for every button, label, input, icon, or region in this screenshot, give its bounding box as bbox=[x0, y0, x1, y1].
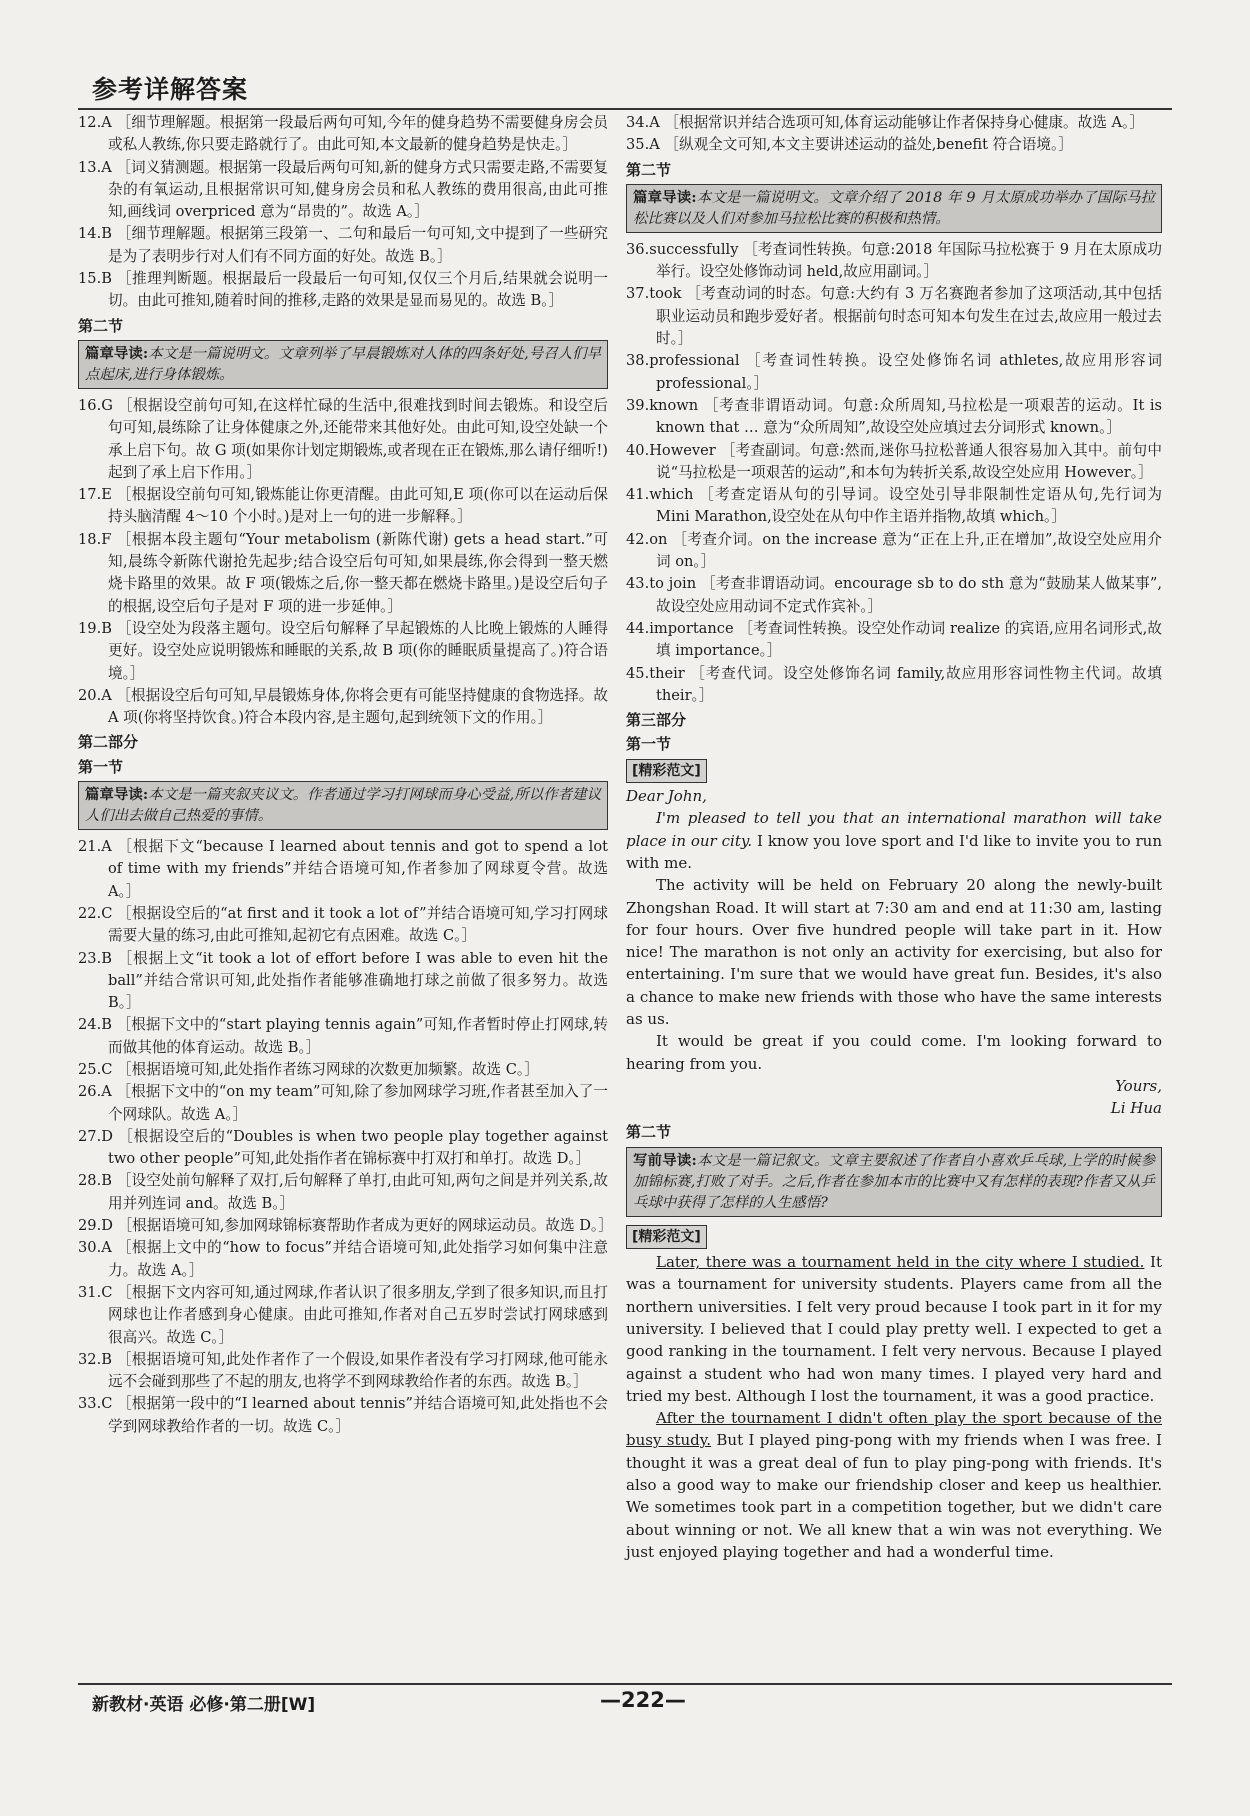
answer-item: 27.D ［根据设空后的“Doubles is when two people play together against two other people”可知,此处指作者在锦标赛中打双打和单打。故选 D。］ bbox=[78, 1127, 608, 1168]
part-heading: 第三部分 bbox=[626, 711, 687, 730]
reading-guide bbox=[626, 184, 1162, 233]
answer-item: 21.A ［根据下文“because I learned about tennis and got to spend a lot of time with my friends”并结合语境可知,作者参加了网球夏令营。故选 A。］ bbox=[78, 838, 608, 900]
answer-item: 23.B ［根据上文“it took a lot of effort before I was able to even hit the ball”并结合常识可知,此处指作者能够准确地打球之前做了很多努力。故选 B。］ bbox=[78, 949, 608, 1012]
answer-item: 12.A ［细节理解题。根据第一段最后两句可知,今年的健身趋势不需要健身房会员或私人教练,你只要走路就行了。由此可知,本文最新的健身趋势是快走。］ bbox=[78, 114, 608, 154]
left-column bbox=[78, 112, 613, 1438]
guide-text: 本文是一篇说明文。文章介绍了 2018 年 9 月太原成功举办了国际马拉松比赛以及人们对参加马拉松比赛的积极和热情。 bbox=[633, 189, 1155, 227]
guide-label: 写前导读: bbox=[633, 1151, 697, 1169]
section-heading: 第二节 bbox=[78, 316, 124, 335]
answer-item: 20.A ［根据设空后句可知,早晨锻炼身体,你将会更有可能坚持健康的食物选择。故 A 项(你将坚持饮食。)符合本段内容,是主题句,起到统领下文的作用。］ bbox=[78, 686, 608, 727]
answer-item: 37.took ［考查动词的时态。句意:大约有 3 万名赛跑者参加了这项活动,其中包括职业运动员和跑步爱好者。根据前句时态可知本句发生在过去,故应用一般过去时。］ bbox=[626, 285, 1162, 348]
answer-item: 25.C ［根据语境可知,此处指作者练习网球的次数更加频繁。故选 C。］ bbox=[78, 1060, 539, 1078]
essay-text: But I played ping-pong with my friends when I was free. I thought it was a great deal of fun to play ping-pong with friends. It's also a good way to make our friendship closer and keep us healthier. We sometimes took part in a competition together, but we didn't care about winning or not. We all knew that a win was not everything. We just enjoyed playing together and had a wonderful time. bbox=[626, 1431, 1162, 1561]
book-title: 新教材·英语 必修·第二册[W] bbox=[92, 1695, 316, 1715]
answer-item: 28.B ［设空处前句解释了双打,后句解释了单打,由此可知,两句之间是并列关系,故用并列连词 and。故选 B。］ bbox=[78, 1172, 608, 1212]
answer-item: 35.A ［纵观全文可知,本文主要讲述运动的益处,benefit 符合语境。］ bbox=[626, 136, 1073, 154]
page-number: —222— bbox=[600, 1688, 686, 1712]
answer-item: 24.B ［根据下文中的“start playing tennis again”可知,作者暂时停止打网球,转而做其他的体育运动。故选 B。］ bbox=[78, 1016, 608, 1056]
answer-item: 14.B ［细节理解题。根据第三段第一、二句和最后一句可知,文中提到了一些研究是为了表明步行对人们有不同方面的好处。故选 B。］ bbox=[78, 225, 608, 265]
guide-text: 本文是一篇说明文。文章列举了早晨锻炼对人体的四条好处,号召人们早点起床,进行身体锻炼。 bbox=[85, 345, 602, 383]
section-heading: 第二节 bbox=[626, 160, 672, 179]
reading-guide bbox=[78, 340, 608, 389]
section-heading: 第一节 bbox=[78, 757, 124, 776]
essay-text: It was a tournament for university students. Players came from all the northern universities. I felt very proud because I took part in it for my university. I believed that I could play pretty well. I expected to get a good ranking in the tournament. I felt very nervous. Because I played against a student who had won many times. I played very hard and tried my best. Although I lost the tournament, it was a good practice. bbox=[626, 1253, 1162, 1405]
answer-item: 22.C ［根据设空后的“at first and it took a lot of”并结合语境可知,学习打网球需要大量的练习,由此可推知,起初它有点困难。故选 C。］ bbox=[78, 904, 608, 945]
essay-closing: Yours, bbox=[1115, 1076, 1162, 1095]
model-essay-story bbox=[626, 1251, 1162, 1563]
answer-item: 44.importance ［考查词性转换。设空处作动词 realize 的宾语,应用名词形式,故填 importance。］ bbox=[626, 619, 1162, 660]
guide-text: 本文是一篇夹叙夹议文。作者通过学习打网球而身心受益,所以作者建议人们出去做自己热爱的事情。 bbox=[85, 787, 602, 825]
answer-item: 31.C ［根据下文内容可知,通过网球,作者认识了很多朋友,学到了很多知识,而且打网球也让作者感到身心健康。由此可推知,作者对自己五岁时尝试打网球感到很高兴。故选 C。］ bbox=[78, 1283, 608, 1346]
essay-opening-italic: I'm pleased to tell you that an international marathon will take place in our city. bbox=[626, 809, 1162, 850]
essay-salutation: Dear John, bbox=[626, 787, 707, 806]
answer-item: 39.known ［考查非谓语动词。句意:众所周知,马拉松是一项艰苦的运动。It is known that … 意为“众所周知”,故设空处应填过去分词形式 known。］ bbox=[626, 396, 1162, 437]
answer-item: 29.D ［根据语境可知,参加网球锦标赛帮助作者成为更好的网球运动员。故选 D。］ bbox=[78, 1217, 613, 1235]
essay-paragraph bbox=[626, 1407, 1162, 1563]
writing-guide bbox=[626, 1147, 1162, 1217]
essay-paragraph: It would be great if you could come. I'm looking forward to hearing from you. bbox=[626, 1032, 1162, 1073]
essay-text: I know you love sport and I'd like to invite you to run with me. bbox=[626, 831, 1162, 872]
guide-label: 篇章导读: bbox=[85, 344, 149, 362]
page-title: 参考详解答案 bbox=[92, 75, 249, 104]
model-essay-tag: [精彩范文] bbox=[626, 759, 707, 783]
section-heading: 第一节 bbox=[626, 735, 672, 754]
part-heading: 第二部分 bbox=[78, 733, 139, 752]
essay-signature: Li Hua bbox=[1110, 1099, 1162, 1118]
guide-label: 篇章导读: bbox=[633, 188, 697, 206]
answer-item: 38.professional ［考查词性转换。设空处修饰名词 athletes,故应用形容词 professional。］ bbox=[626, 352, 1162, 392]
answer-item: 16.G ［根据设空前句可知,在这样忙碌的生活中,很难找到时间去锻炼。和设空后句可知,晨练除了让身体健康之外,还能带来其他好处。由此可知,设空处缺一个承上启下句。故 G 项(如果你计划定期锻炼,或者现在正在锻炼,那么请仔细听!)起到了承上启下作用。］ bbox=[78, 396, 608, 481]
essay-paragraph bbox=[626, 1251, 1162, 1407]
answer-item: 13.A ［词义猜测题。根据第一段最后两句可知,新的健身方式只需要走路,不需要复杂的有氧运动,且根据常识可知,健身房会员和私人教练的费用很高,由此可推知,画线词 overpriced 意为“昂贵的”。故选 A。］ bbox=[78, 158, 608, 221]
answer-item: 45.their ［考查代词。设空处修饰名词 family,故应用形容词性物主代词。故填 their。］ bbox=[626, 664, 1162, 704]
guide-text: 本文是一篇记叙文。文章主要叙述了作者自小喜欢乒乓球,上学的时候参加锦标赛,打败了对手。之后,作者在参加本市的比赛中又有怎样的表现?作者又从乒乓球中获得了怎样的人生感悟? bbox=[633, 1152, 1155, 1211]
essay-given-sentence: After the tournament I didn't often play the sport because of the busy study. bbox=[626, 1409, 1162, 1450]
answer-item: 40.However ［考查副词。句意:然而,迷你马拉松普通人很容易加入其中。前句中说“马拉松是一项艰苦的运动”,和本句为转折关系,故设空处应用 However。］ bbox=[626, 441, 1162, 481]
model-essay-tag: [精彩范文] bbox=[626, 1225, 707, 1249]
answer-item: 41.which ［考查定语从句的引导词。设空处引导非限制性定语从句,先行词为 Mini Marathon,设空处在从句中作主语并指物,故填 which。］ bbox=[626, 486, 1162, 526]
essay-paragraph: The activity will be held on February 20 along the newly-built Zhongshan Road. It will start at 7:30 am and end at 11:30 am, lasting for four hours. Over five hundred people will take part in it. How nice! The marathon is not only an activity for exercising, but also for entertaining. I'm sure that we would have great fun. Besides, it's also a chance to make new friends with those who have the same interests as us. bbox=[626, 876, 1162, 1028]
model-essay-letter bbox=[626, 785, 1162, 1119]
answer-item: 32.B ［根据语境可知,此处作者作了一个假设,如果作者没有学习打网球,他可能永远不会碰到那些了不起的朋友,也将学不到网球教给作者的东西。故选 B。］ bbox=[78, 1350, 608, 1391]
essay-paragraph bbox=[626, 807, 1162, 874]
answer-item: 43.to join ［考查非谓语动词。encourage sb to do sth 意为“鼓励某人做某事”,故设空处应用动词不定式作宾补。］ bbox=[626, 575, 1162, 615]
right-column bbox=[626, 112, 1162, 1563]
answer-item: 15.B ［推理判断题。根据最后一段最后一句可知,仅仅三个月后,结果就会说明一切。由此可推知,随着时间的推移,走路的效果是显而易见的。故选 B。］ bbox=[78, 270, 608, 310]
answer-item: 33.C ［根据第一段中的“I learned about tennis”并结合语境可知,此处指也不会学到网球教给作者的一切。故选 C。］ bbox=[78, 1395, 608, 1435]
answer-item: 30.A ［根据上文中的“how to focus”并结合语境可知,此处指学习如何集中注意力。故选 A。］ bbox=[78, 1239, 608, 1279]
header-divider bbox=[78, 108, 1172, 110]
guide-label: 篇章导读: bbox=[85, 786, 149, 804]
section-heading: 第二节 bbox=[626, 1123, 672, 1142]
answer-item: 34.A ［根据常识并结合选项可知,体育运动能够让作者保持身心健康。故选 A。］ bbox=[626, 114, 1144, 131]
reading-guide bbox=[78, 781, 608, 830]
answer-item: 18.F ［根据本段主题句“Your metabolism (新陈代谢) gets a head start.”可知,晨练令新陈代谢抢先起步;结合设空后句可知,如果晨练,你会得到一整天燃烧卡路里的效果。故 F 项(锻炼之后,你一整天都在燃烧卡路里。)是设空后句子的根据,设空后句子是对 F 项的进一步延伸。］ bbox=[78, 530, 608, 615]
answer-item: 26.A ［根据下文中的“on my team”可知,除了参加网球学习班,作者甚至加入了一个网球队。故选 A。］ bbox=[78, 1083, 608, 1123]
answer-item: 42.on ［考查介词。on the increase 意为“正在上升,正在增加”,故设空处应用介词 on。］ bbox=[626, 530, 1162, 571]
essay-given-sentence: Later, there was a tournament held in the city where I studied. bbox=[656, 1253, 1145, 1272]
answer-item: 36.successfully ［考查词性转换。句意:2018 年国际马拉松赛于 9 月在太原成功举行。设空处修饰动词 held,故应用副词。］ bbox=[626, 240, 1162, 281]
answer-item: 19.B ［设空处为段落主题句。设空后句解释了早起锻炼的人比晚上锻炼的人睡得更好。设空处应说明锻炼和睡眠的关系,故 B 项(你的睡眠质量提高了。)符合语境。］ bbox=[78, 619, 608, 682]
footer-divider bbox=[78, 1683, 1172, 1685]
answer-item: 17.E ［根据设空前句可知,锻炼能让你更清醒。由此可知,E 项(你可以在运动后保持头脑清醒 4～10 个小时。)是对上一句的进一步解释。］ bbox=[78, 486, 608, 526]
